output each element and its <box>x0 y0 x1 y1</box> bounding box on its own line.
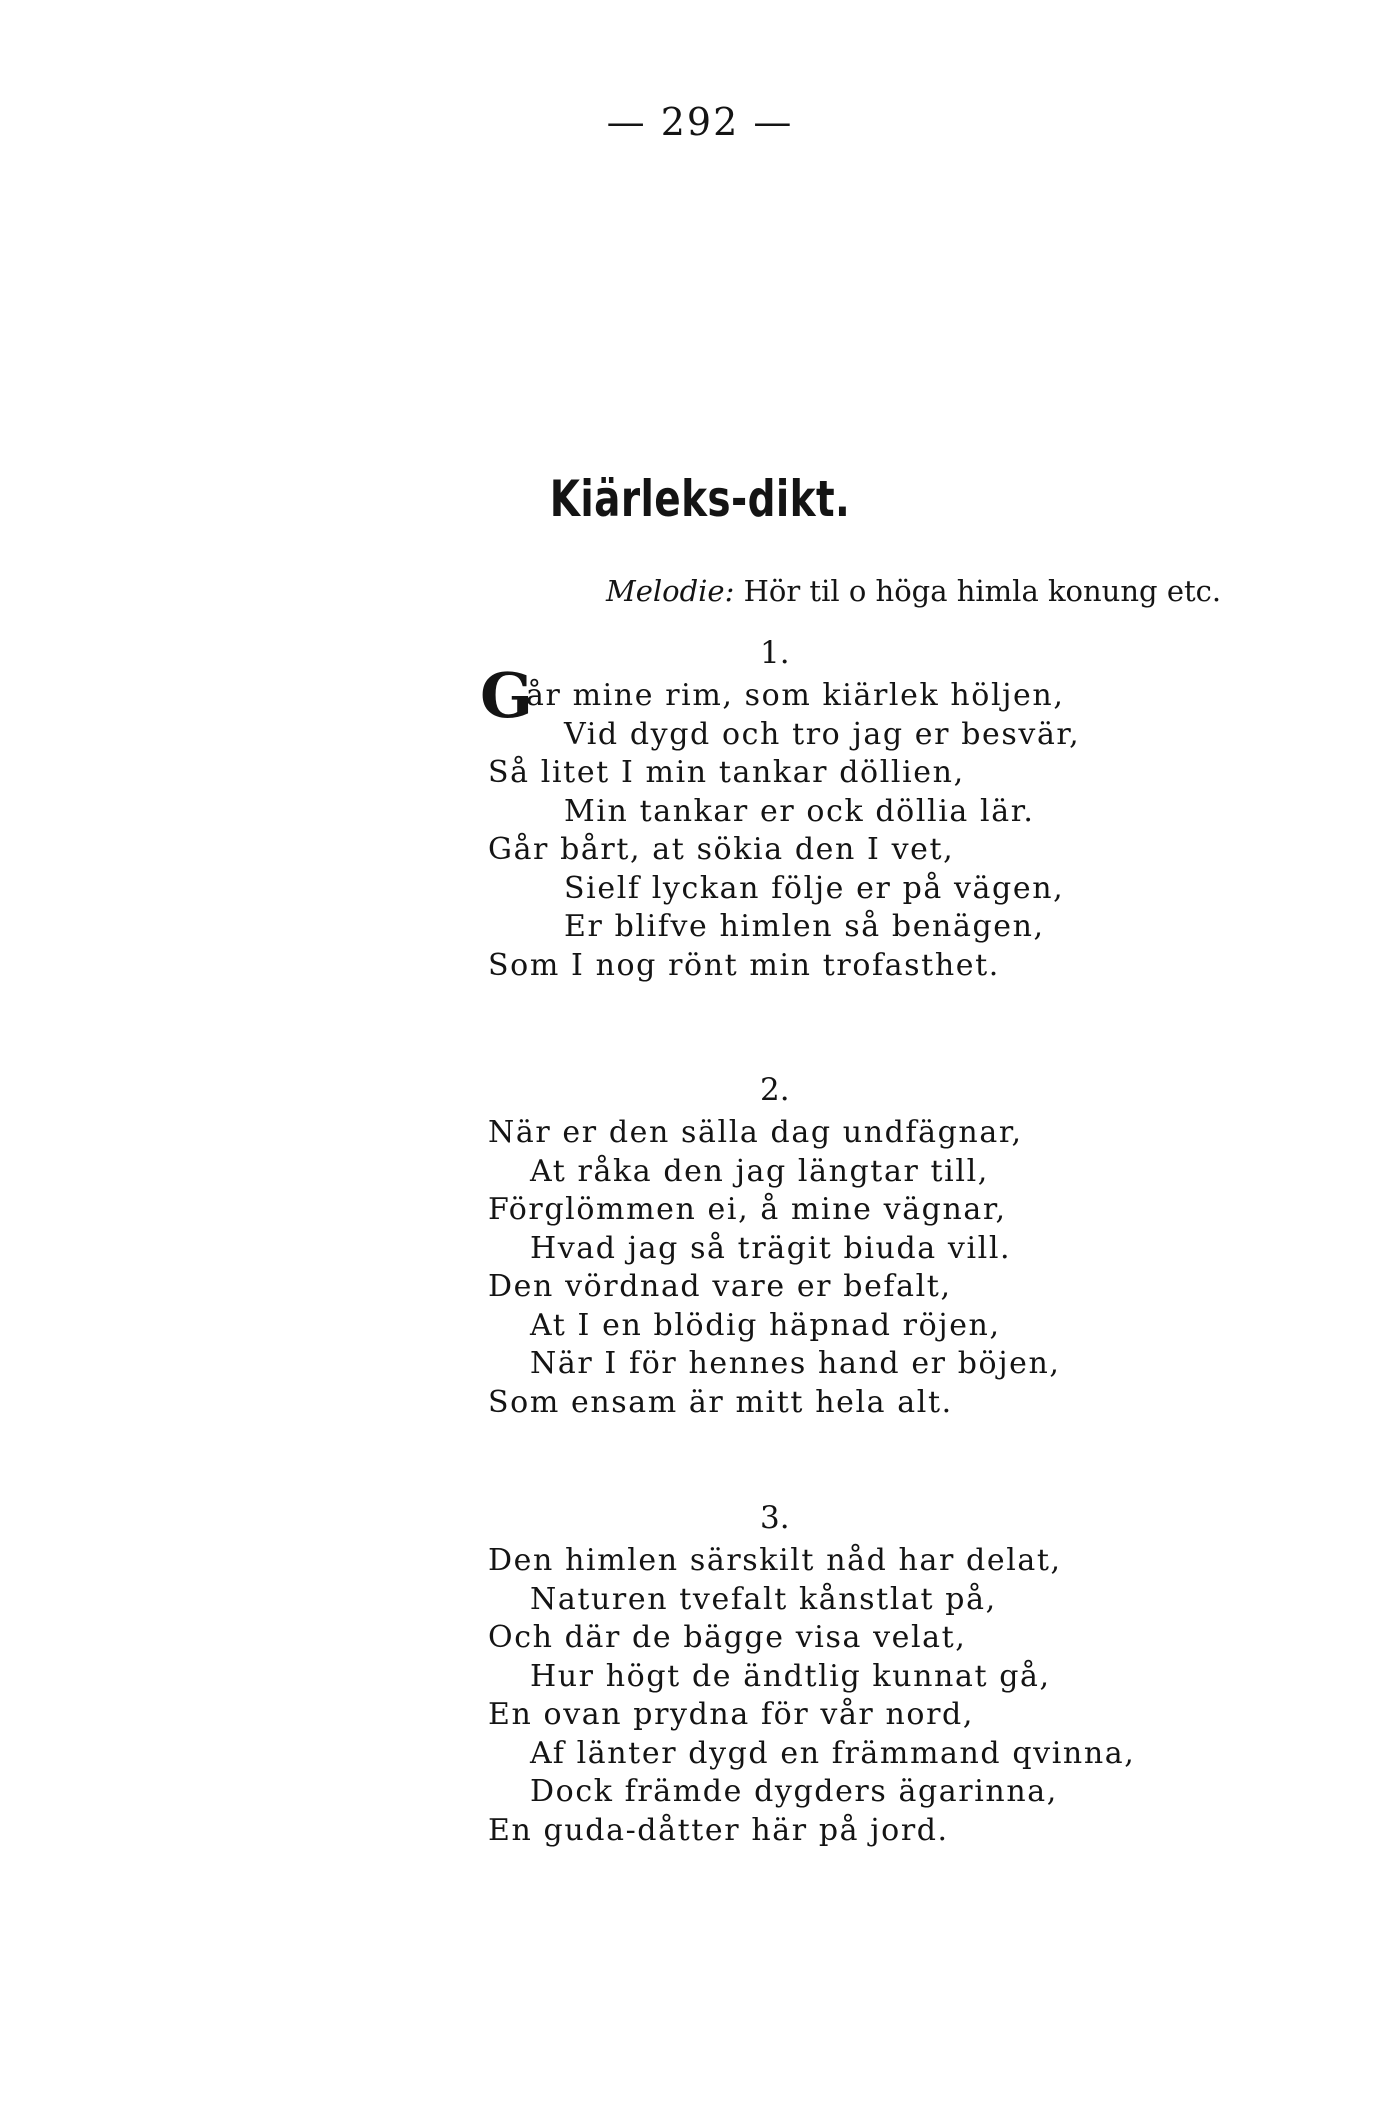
verse-line: Så litet I min tankar döllien, <box>488 755 965 790</box>
verse-line: Och där de bägge visa velat, <box>488 1620 967 1655</box>
verse-line: Af länter dygd en främmand qvinna, <box>530 1735 1136 1771</box>
poem-title: Kiärleks-dikt. <box>549 470 851 528</box>
verse-line: Som I nog rönt min trofasthet. <box>488 947 1000 983</box>
page-number: — 292 — <box>606 100 794 144</box>
stanza-number: 1. <box>760 635 790 671</box>
verse-line: När I för hennes hand er böjen, <box>530 1346 1061 1381</box>
verse-line: Den vördnad vare er befalt, <box>488 1269 952 1304</box>
verse-line: Sielf lyckan följe er på vägen, <box>564 870 1065 906</box>
verse-line: Vid dygd och tro jag er besvär, <box>564 716 1081 752</box>
verse-line: At råka den jag längtar till, <box>530 1153 989 1189</box>
stanza-number: 2. <box>760 1072 790 1108</box>
verse-line: Den himlen särskilt nåd har delat, <box>488 1543 1062 1578</box>
drop-cap: G <box>480 659 533 732</box>
verse-line: Hvad jag så trägit biuda vill. <box>530 1230 1012 1266</box>
verse-line: När er den sälla dag undfägnar, <box>488 1115 1023 1150</box>
melody-text: Hör til o höga himla konung etc. <box>743 574 1222 608</box>
verse-line: Naturen tvefalt kånstlat på, <box>530 1581 997 1617</box>
verse-line: Dock främde dygders ägarinna, <box>530 1774 1058 1809</box>
verse-line: år mine rim, som kiärlek höljen, <box>526 678 1065 713</box>
verse-line: En guda-dåtter här på jord. <box>488 1812 949 1848</box>
verse-line: Förglömmen ei, å mine vägnar, <box>488 1192 1007 1227</box>
verse-line: At I en blödig häpnad röjen, <box>530 1307 1001 1343</box>
verse-line: Som ensam är mitt hela alt. <box>488 1384 953 1420</box>
melody-label: Melodie: <box>606 574 735 608</box>
verse-line: Går bårt, at sökia den I vet, <box>488 832 955 867</box>
verse-line: Hur högt de ändtlig kunnat gå, <box>530 1658 1051 1694</box>
verse-line: Min tankar er ock döllia lär. <box>564 793 1035 829</box>
verse-line: En ovan prydna för vår nord, <box>488 1697 974 1732</box>
stanza-number: 3. <box>760 1500 790 1536</box>
verse-line: Er blifve himlen så benägen, <box>564 909 1045 944</box>
melody-line <box>606 574 1221 608</box>
